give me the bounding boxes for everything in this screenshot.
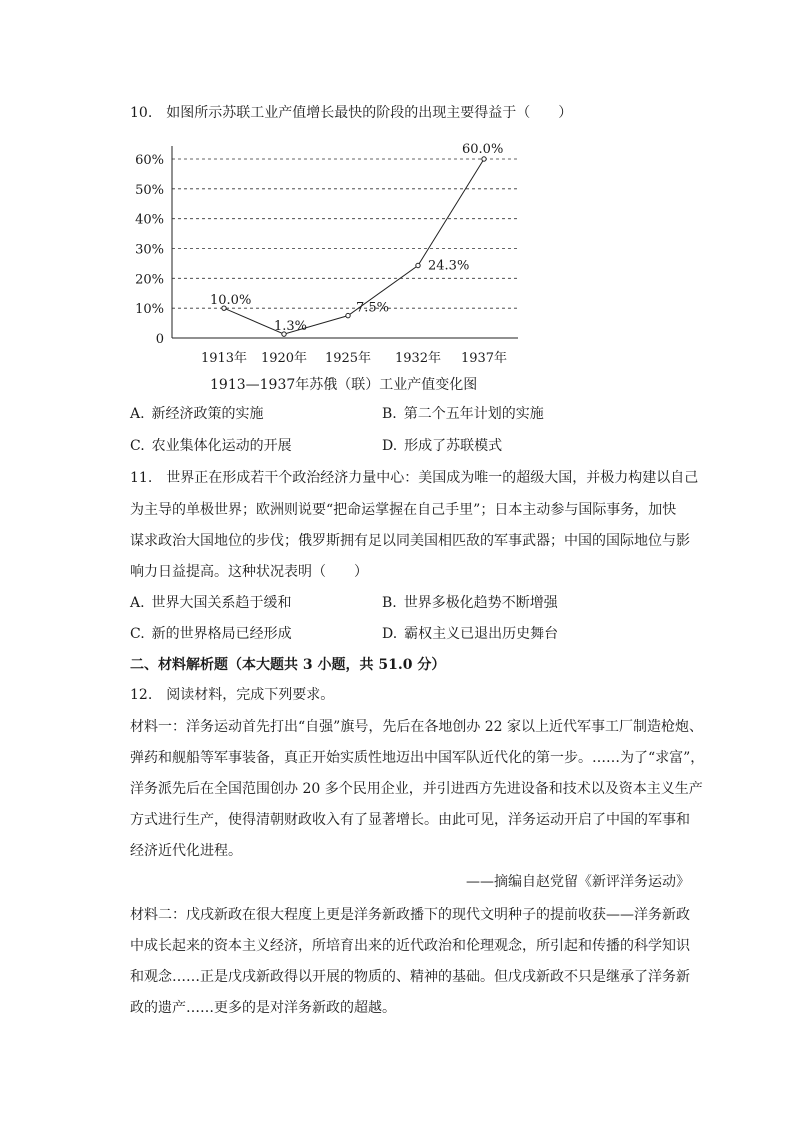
q10-option-a[interactable]: A. 新经济政策的实施 [130, 406, 264, 422]
q11-option-c[interactable]: C. 新的世界格局已经形成 [130, 626, 292, 642]
data-label: 7.5% [356, 300, 390, 316]
q11-stem-line-4: 响力日益提高。这种状况表明（ ） [130, 564, 368, 580]
x-tick-label: 1925年 [324, 351, 372, 366]
material1-line-1: 材料一：洋务运动首先打出“自强”旗号，先后在各地创办 22 家以上近代军事工厂制造枪炮、 [130, 719, 704, 735]
y-tick-label: 20% [135, 272, 164, 288]
q11-option-d[interactable]: D. 霸权主义已退出历史舞台 [382, 626, 559, 642]
industrial-output-chart [120, 138, 540, 400]
x-tick-label: 1913年 [200, 351, 248, 366]
material2-line-4: 政的遗产……更多的是对洋务新政的超越。 [130, 1000, 396, 1016]
data-labels [210, 142, 503, 334]
q10-option-c[interactable]: C. 农业集体化运动的开展 [130, 438, 292, 454]
q11-stem-line-3: 谋求政治大国地位的步伐；俄罗斯拥有足以同美国相匹敌的军事武器；中国的国际地位与影 [130, 533, 690, 549]
data-label: 10.0% [210, 293, 252, 309]
data-label: 60.0% [462, 142, 504, 157]
section-heading: 二、材料解析题（本大题共 3 小题，共 51.0 分） [130, 657, 446, 673]
material2-line-2: 中成长起来的资本主义经济，所培育出来的近代政治和伦理观念，所引起和传播的科学知识 [130, 938, 690, 954]
material2-line-3: 和观念……正是戊戌新政得以开展的物质的、精神的基础。但戊戌新政不只是继承了洋务新 [130, 969, 690, 985]
y-tick-labels [135, 153, 164, 347]
x-tick-labels [201, 350, 507, 366]
q10-option-d[interactable]: D. 形成了苏联模式 [382, 438, 503, 454]
material1-line-5: 经济近代化进程。 [130, 843, 242, 859]
material1-line-3: 洋务派先后在全国范围创办 20 多个民用企业，并引进西方先进设备和技术以及资本主义生产 [130, 781, 703, 797]
q11-option-a[interactable]: A. 世界大国关系趋于缓和 [130, 595, 292, 611]
material1-line-2: 弹药和舰船等军事装备，真正开始实质性地迈出中国军队近代化的第一步。……为了“求富”， [130, 750, 705, 766]
x-tick-label: 1932年 [394, 351, 442, 366]
y-tick-label: 40% [135, 212, 164, 228]
data-point [346, 313, 350, 317]
y-tick-label: 30% [135, 242, 164, 258]
q12-stem: 12. 阅读材料，完成下列要求。 [130, 687, 335, 703]
data-label: 24.3% [428, 258, 470, 274]
data-points [222, 157, 486, 337]
y-tick-label: 10% [135, 302, 164, 318]
chart-grid [172, 159, 518, 308]
material1-line-4: 方式进行生产，使得清朝财政收入有了显著增长。由此可见，洋务运动开启了中国的军事和 [130, 812, 690, 828]
y-tick-label: 60% [135, 153, 164, 168]
data-point [482, 157, 486, 161]
q11-stem-line-2: 为主导的单极世界；欧洲则说要“把命运掌握在自己手里”；日本主动参与国际事务，加快 [130, 502, 677, 518]
q10-option-b[interactable]: B. 第二个五年计划的实施 [382, 406, 544, 422]
q11-stem-line-1: 11. 世界正在形成若干个政治经济力量中心：美国成为唯一的超级大国，并极力构建以自己 [130, 470, 699, 486]
q10-stem: 10. 如图所示苏联工业产值增长最快的阶段的出现主要得益于（ ） [130, 105, 573, 121]
q11-option-b[interactable]: B. 世界多极化趋势不断增强 [382, 595, 558, 611]
y-tick-label: 0 [155, 332, 164, 347]
x-tick-label: 1937年 [460, 351, 508, 366]
chart-title: 1913—1937年苏俄（联）工业产值变化图 [210, 377, 478, 393]
x-tick-label: 1920年 [260, 351, 308, 366]
data-point [416, 263, 420, 267]
material2-line-1: 材料二：戊戌新政在很大程度上更是洋务新政播下的现代文明种子的提前收获——洋务新政 [130, 907, 690, 923]
data-label: 1.3% [274, 319, 308, 335]
y-tick-label: 50% [135, 182, 164, 198]
material1-source: ——摘编自赵党留《新评洋务运动》 [466, 874, 690, 890]
